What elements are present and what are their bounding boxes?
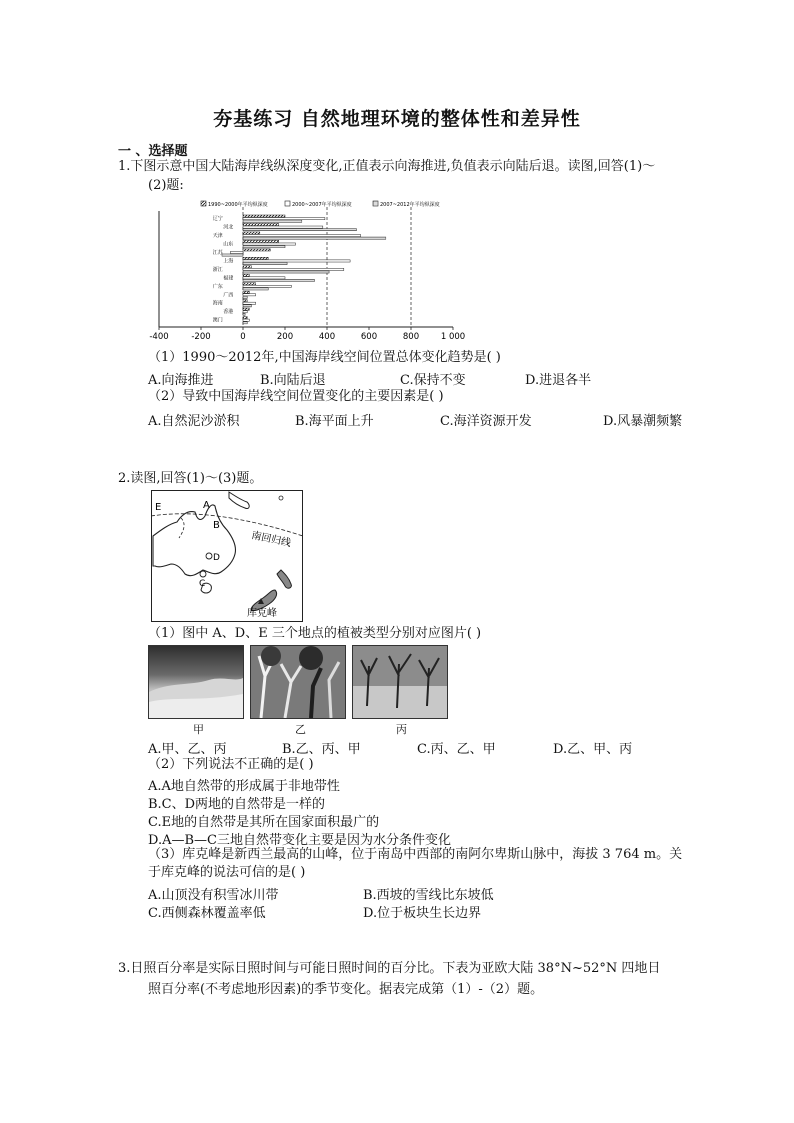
x-tick-label-6: 800 <box>402 332 420 342</box>
bar-辽宁-2 <box>243 220 302 222</box>
q1-sub1-option-a[interactable]: A.向海推进 <box>148 373 214 388</box>
q2-sub3-line1: （3）库克峰是新西兰最高的山峰，位于南岛中西部的南阿尔卑斯山脉中，海拔 3 764 m。关 <box>148 847 683 862</box>
category-label-河北: 河北 <box>223 224 234 231</box>
label-cook-peak: 库克峰 <box>247 608 277 619</box>
category-label-海南: 海南 <box>212 300 223 307</box>
bar-福建-1 <box>243 277 285 279</box>
caption-yi: 乙 <box>295 723 306 736</box>
x-tick-label-5: 600 <box>360 332 378 342</box>
bar-福建-2 <box>243 279 314 281</box>
q1-sub2-option-d[interactable]: D.风暴潮频繁 <box>603 414 683 429</box>
category-label-山东: 山东 <box>223 241 234 248</box>
q2-sub2-option-a[interactable]: A.A地自然带的形成属于非地带性 <box>148 779 340 794</box>
q2-sub3-option-c[interactable]: C.西侧森林覆盖率低 <box>148 906 266 921</box>
category-label-江苏: 江苏 <box>212 249 223 256</box>
q1-sub1-question: （1）1990～2012年,中国海岸线空间位置总体变化趋势是( ) <box>148 350 501 365</box>
q2-sub1-option-a[interactable]: A.甲、乙、丙 <box>148 742 227 757</box>
bar-浙江-2 <box>243 271 329 273</box>
q2-sub1-option-b[interactable]: B.乙、丙、甲 <box>282 742 361 757</box>
label-d: D <box>213 553 220 563</box>
desert-dunes-image <box>149 646 243 718</box>
label-a: A <box>203 500 210 511</box>
legend-label-0: 1990~2000年平均纵深度 <box>208 202 268 208</box>
category-label-香港: 香港 <box>223 309 234 316</box>
bar-山东-2 <box>243 246 285 248</box>
bar-河北-2 <box>243 229 356 231</box>
bar-江苏-2 <box>222 254 243 256</box>
x-tick-label-7: 1 000 <box>440 332 465 342</box>
q3-stem-line2: 照百分率(不考虑地形因素)的季节变化。据表完成第（1）-（2）题。 <box>148 982 544 997</box>
bar-广东-0 <box>243 283 256 285</box>
bar-天津-1 <box>243 234 361 236</box>
x-tick-label-4: 400 <box>318 332 336 342</box>
q1-sub2-option-a[interactable]: A.自然泥沙淤积 <box>148 414 240 429</box>
bar-辽宁-0 <box>243 215 285 217</box>
category-label-福建: 福建 <box>223 275 234 282</box>
bar-澳门-1 <box>243 319 249 321</box>
q1-sub1-option-d[interactable]: D.进退各半 <box>525 373 592 388</box>
q2-sub1-question: （1）图中 A、D、E 三个地点的植被类型分别对应图片( ) <box>148 626 482 641</box>
category-label-辽宁: 辽宁 <box>212 216 223 223</box>
forest-image <box>251 646 345 718</box>
q1-sub2-question: （2）导致中国海岸线空间位置变化的主要因素是( ) <box>148 389 444 404</box>
category-label-澳门: 澳门 <box>212 317 223 324</box>
bar-河北-1 <box>243 226 323 228</box>
bar-福建-0 <box>243 274 249 276</box>
bar-上海-0 <box>243 257 268 259</box>
bar-香港-1 <box>243 311 247 313</box>
category-label-广东: 广东 <box>212 283 223 290</box>
x-tick-label-2: 0 <box>240 332 246 342</box>
category-label-上海: 上海 <box>223 258 234 265</box>
q2-sub1-option-d[interactable]: D.乙、甲、丙 <box>553 742 633 757</box>
q1-sub1-option-c[interactable]: C.保持不变 <box>400 373 466 388</box>
bar-海南-0 <box>243 300 247 302</box>
caption-bing: 丙 <box>396 723 407 736</box>
bar-香港-2 <box>243 313 245 315</box>
savanna-image <box>353 646 447 718</box>
caption-jia: 甲 <box>193 723 204 736</box>
bar-广西-0 <box>243 291 249 293</box>
category-label-浙江: 浙江 <box>212 266 223 273</box>
page-title: 夯基练习 自然地理环境的整体性和差异性 <box>213 108 581 130</box>
q2-stem: 2.读图,回答(1)～(3)题。 <box>118 471 263 486</box>
bar-广西-1 <box>243 294 256 296</box>
bar-上海-2 <box>243 262 287 264</box>
bar-香港-0 <box>243 308 249 310</box>
q1-stem-line1: 1.下图示意中国大陆海岸线纵深度变化,正值表示向海推进,负值表示向陆后退。读图,回答(1)～ <box>118 159 656 174</box>
photo-bing <box>352 645 448 719</box>
legend-label-2: 2007~2012年平均纵深度 <box>380 202 440 208</box>
bar-山东-0 <box>243 240 279 242</box>
bar-河北-0 <box>243 223 279 225</box>
bar-辽宁-1 <box>243 218 325 220</box>
q1-sub2-option-c[interactable]: C.海洋资源开发 <box>440 414 532 429</box>
q2-sub2-option-b[interactable]: B.C、D两地的自然带是一样的 <box>148 797 326 812</box>
category-label-天津: 天津 <box>212 233 223 240</box>
bar-上海-1 <box>243 260 350 262</box>
label-c: C <box>199 579 206 589</box>
category-label-广西: 广西 <box>223 292 234 299</box>
map-frame <box>152 491 303 622</box>
legend-swatch-2 <box>373 201 378 206</box>
legend-label-1: 2000~2007年平均纵深度 <box>292 202 352 208</box>
bar-浙江-0 <box>243 266 251 268</box>
x-tick-label-0: -400 <box>149 332 169 342</box>
bar-澳门-0 <box>243 317 247 319</box>
bar-浙江-1 <box>243 268 344 270</box>
australia-nz-map <box>151 490 303 622</box>
legend-swatch-1 <box>285 201 290 206</box>
bar-广东-1 <box>243 285 291 287</box>
bar-广西-2 <box>243 296 247 298</box>
section-heading: 一 、选择题 <box>118 144 188 159</box>
q1-sub2-option-b[interactable]: B.海平面上升 <box>295 414 374 429</box>
bar-天津-0 <box>243 232 260 234</box>
bar-海南-2 <box>243 305 251 307</box>
label-tropic: 南回归线 <box>250 530 292 550</box>
x-tick-label-1: -200 <box>191 332 211 342</box>
bar-澳门-2 <box>243 322 247 324</box>
bar-江苏-0 <box>243 249 270 251</box>
photo-jia <box>148 645 244 719</box>
q1-sub1-option-b[interactable]: B.向陆后退 <box>260 373 326 388</box>
q3-stem-line1: 3.日照百分率是实际日照时间与可能日照时间的百分比。下表为亚欧大陆 38°N~52°N 四地日 <box>118 961 661 976</box>
photo-yi <box>250 645 346 719</box>
q2-sub1-option-c[interactable]: C.丙、乙、甲 <box>417 742 496 757</box>
q2-sub3-option-b[interactable]: B.西坡的雪线比东坡低 <box>363 888 494 903</box>
q2-sub2-option-c[interactable]: C.E地的自然带是其所在国家面积最广的 <box>148 815 380 830</box>
label-b: B <box>213 520 220 531</box>
bar-天津-2 <box>243 237 386 239</box>
q2-sub3-option-d[interactable]: D.位于板块生长边界 <box>363 906 482 921</box>
q2-sub3-option-a[interactable]: A.山顶没有积雪冰川带 <box>148 888 279 903</box>
bar-海南-1 <box>243 302 256 304</box>
x-tick-label-3: 200 <box>276 332 294 342</box>
q2-sub2-option-d[interactable]: D.A—B—C三地自然带变化主要是因为水分条件变化 <box>148 833 451 848</box>
coastline-bar-chart <box>145 197 465 347</box>
bar-山东-1 <box>243 243 296 245</box>
label-e: E <box>155 502 162 513</box>
q2-sub3-line2: 于库克峰的说法可信的是( ) <box>148 865 306 880</box>
legend-swatch-0 <box>201 201 206 206</box>
bar-广东-2 <box>243 288 268 290</box>
bar-江苏-1 <box>230 251 243 253</box>
q2-sub2-question: （2）下列说法不正确的是( ) <box>148 757 314 772</box>
q1-stem-line2: (2)题: <box>148 178 184 193</box>
